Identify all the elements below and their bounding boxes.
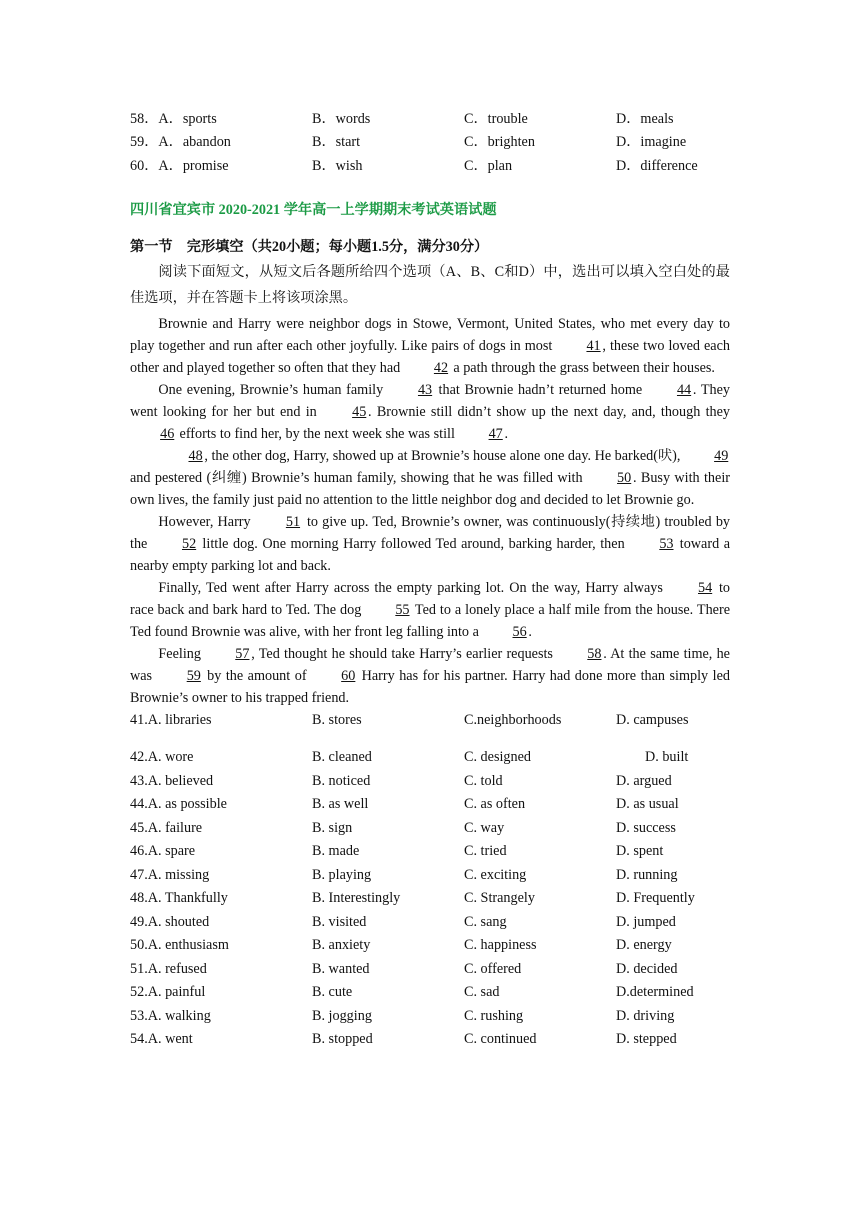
question-row — [130, 840, 730, 864]
question-option-d: D. jumped — [616, 913, 676, 930]
section-heading: 第一节 完形填空（共20小题；每小题1.5分，满分30分） — [130, 238, 489, 255]
blank-55: 55 — [395, 601, 410, 618]
blank-58: 58 — [587, 645, 602, 662]
blank-43: 43 — [417, 381, 433, 398]
question-option-b: B. stopped — [312, 1031, 373, 1048]
question-option-c: C. designed — [464, 749, 531, 766]
blank-44: 44 — [676, 381, 692, 398]
question-option-a: 41.A. libraries — [130, 711, 212, 728]
question-option-c: C. offered — [464, 960, 522, 977]
question-option-b: B. stores — [312, 711, 362, 728]
question-option-a: 44.A. as possible — [130, 796, 227, 813]
question-option-b: B. anxiety — [312, 937, 371, 954]
question-option-b: B. cute — [312, 984, 353, 1001]
question-row — [130, 887, 730, 911]
blank-59: 59 — [186, 667, 201, 684]
question-option-a: 43.A. believed — [130, 772, 214, 789]
question-option-d: D. driving — [616, 1007, 675, 1024]
question-option-c: C.neighborhoods — [464, 711, 562, 728]
question-option-c: C. tried — [464, 843, 507, 860]
question-list — [130, 709, 730, 1052]
question-option-b: B. cleaned — [312, 749, 372, 766]
document-page — [130, 106, 730, 1052]
question-option-c: C. happiness — [464, 937, 537, 954]
question-option-b: B．wish — [312, 157, 363, 174]
blank-53: 53 — [659, 535, 674, 552]
question-option-d: D. Frequently — [616, 890, 695, 907]
blank-48: 48 — [188, 447, 203, 464]
question-option-b: B. playing — [312, 866, 372, 883]
question-option-d: D．difference — [616, 157, 698, 174]
question-option-d: D. built — [645, 749, 689, 766]
question-row — [130, 934, 730, 958]
passage-paragraph: One evening, Brownie’s human family 43 that Brownie hadn’t returned home 44 . They went looking for her but end in 45 . Brownie still didn’t show up the next day, and, though they 46 efforts to find her, by the next week she was still 47 . — [130, 379, 730, 445]
question-option-d: D. stepped — [616, 1031, 677, 1048]
question-option-b: B．start — [312, 134, 361, 151]
question-option-a: 58．A．sports — [130, 110, 217, 127]
question-row — [130, 770, 730, 794]
question-option-b: B. jogging — [312, 1007, 372, 1024]
blank-50: 50 — [617, 469, 632, 486]
blank-56: 56 — [512, 623, 527, 640]
question-option-d: D. spent — [616, 843, 664, 860]
question-option-d: D. as usual — [616, 796, 679, 813]
passage-paragraph: However, Harry 51 to give up. Ted, Brownie’s owner, was continuously(持续地) troubled by the 52 little dog. One morning Harry followed Ted around, barking harder, then 53 toward a nearby empty parking lot and back. — [130, 511, 730, 577]
blank-42: 42 — [433, 359, 449, 376]
question-option-b: B．words — [312, 110, 371, 127]
question-option-c: C. sad — [464, 984, 500, 1001]
question-option-a: 48.A. Thankfully — [130, 890, 228, 907]
blank-60: 60 — [341, 667, 356, 684]
question-option-d: D. running — [616, 866, 678, 883]
question-option-a: 45.A. failure — [130, 819, 203, 836]
question-option-d: D．meals — [616, 110, 674, 127]
blank-51: 51 — [285, 513, 301, 530]
question-option-b: B. visited — [312, 913, 367, 930]
question-row — [130, 911, 730, 935]
question-row — [130, 153, 730, 177]
question-row — [130, 746, 730, 770]
question-option-c: C. exciting — [464, 866, 527, 883]
question-option-d: D.determined — [616, 984, 694, 1001]
question-option-c: C．plan — [464, 157, 513, 174]
question-option-b: B. made — [312, 843, 360, 860]
passage-paragraph: Feeling 57 , Ted thought he should take Harry’s earlier requests 58 . At the same time, he was 59 by the amount of 60 Harry has for his partner. Harry had done more than simply led Brownie’s owner to his trapped friend. — [130, 643, 730, 709]
question-option-b: B. wanted — [312, 960, 370, 977]
question-option-b: B. Interestingly — [312, 890, 401, 907]
question-row — [130, 864, 730, 888]
question-option-a: 54.A. went — [130, 1031, 193, 1048]
question-option-c: C. Strangely — [464, 890, 535, 907]
question-row — [130, 130, 730, 154]
passage-paragraph: Brownie and Harry were neighbor dogs in Stowe, Vermont, United States, who met every day to play together and run after each other joyfully. Like pairs of dogs in most 41 , these two loved each other and played together so often that they had 42 a path through the grass between their houses. — [130, 313, 730, 379]
exam-title: 四川省宜宾市 2020-2021 学年高一上学期期末考试英语试题 — [130, 201, 497, 218]
question-option-a: 59．A．abandon — [130, 134, 231, 151]
passage-paragraph: Finally, Ted went after Harry across the empty parking lot. On the way, Harry always 54 to race back and bark hard to Ted. The dog 55 Ted to a lonely place a half mile from the house. There Ted found Brownie was alive, with her front leg falling into a 56 . — [130, 577, 730, 643]
question-row — [130, 817, 730, 841]
question-option-c: C．brighten — [464, 134, 535, 151]
question-option-b: B. as well — [312, 796, 369, 813]
question-option-a: 47.A. missing — [130, 866, 210, 883]
question-option-c: C. way — [464, 819, 505, 836]
spacer — [130, 732, 730, 746]
question-option-d: D. energy — [616, 937, 672, 954]
blank-52: 52 — [181, 535, 197, 552]
question-option-c: C. continued — [464, 1031, 537, 1048]
question-option-d: D．imagine — [616, 134, 687, 151]
question-row — [130, 793, 730, 817]
blank-47: 47 — [488, 425, 503, 442]
question-option-b: B. sign — [312, 819, 353, 836]
question-option-a: 53.A. walking — [130, 1007, 211, 1024]
blank-41: 41 — [586, 337, 601, 354]
question-option-a: 46.A. spare — [130, 843, 196, 860]
passage-paragraph: 48 , the other dog, Harry, showed up at Brownie’s house alone one day. He barked(吠), 49 and pestered (纠缠) Brownie’s human family, showing that he was filled with 50 . Busy with their own lives, the family just paid no attention to the little neighbor dog and decided to let Brownie go. — [130, 445, 730, 511]
question-option-c: C. rushing — [464, 1007, 524, 1024]
question-row — [130, 106, 730, 130]
question-row — [130, 709, 730, 733]
instructions: 阅读下面短文，从短文后各题所给四个选项（A、B、C和D）中，选出可以填入空白处的最佳选项，并在答题卡上将该项涂黑。 — [130, 263, 730, 306]
question-row — [130, 1005, 730, 1029]
question-option-d: D. success — [616, 819, 676, 836]
question-option-a: 42.A. wore — [130, 749, 194, 766]
question-option-a: 51.A. refused — [130, 960, 207, 977]
cloze-passage — [130, 313, 730, 709]
question-option-c: C. sang — [464, 913, 507, 930]
question-option-a: 49.A. shouted — [130, 913, 210, 930]
question-option-c: C. told — [464, 772, 503, 789]
blank-54: 54 — [698, 579, 713, 596]
question-row — [130, 1028, 730, 1052]
blank-45: 45 — [352, 403, 367, 420]
question-row — [130, 981, 730, 1005]
blank-57: 57 — [235, 645, 250, 662]
blank-46: 46 — [160, 425, 175, 442]
question-option-d: D. decided — [616, 960, 678, 977]
question-option-a: 60．A．promise — [130, 157, 229, 174]
question-option-c: C．trouble — [464, 110, 528, 127]
blank-49: 49 — [714, 447, 729, 464]
question-option-d: D. campuses — [616, 711, 689, 728]
question-row — [130, 958, 730, 982]
question-option-d: D. argued — [616, 772, 672, 789]
question-option-a: 52.A. painful — [130, 984, 206, 1001]
question-option-b: B. noticed — [312, 772, 371, 789]
previous-question-list — [130, 106, 730, 177]
question-option-a: 50.A. enthusiasm — [130, 937, 229, 954]
question-option-c: C. as often — [464, 796, 526, 813]
